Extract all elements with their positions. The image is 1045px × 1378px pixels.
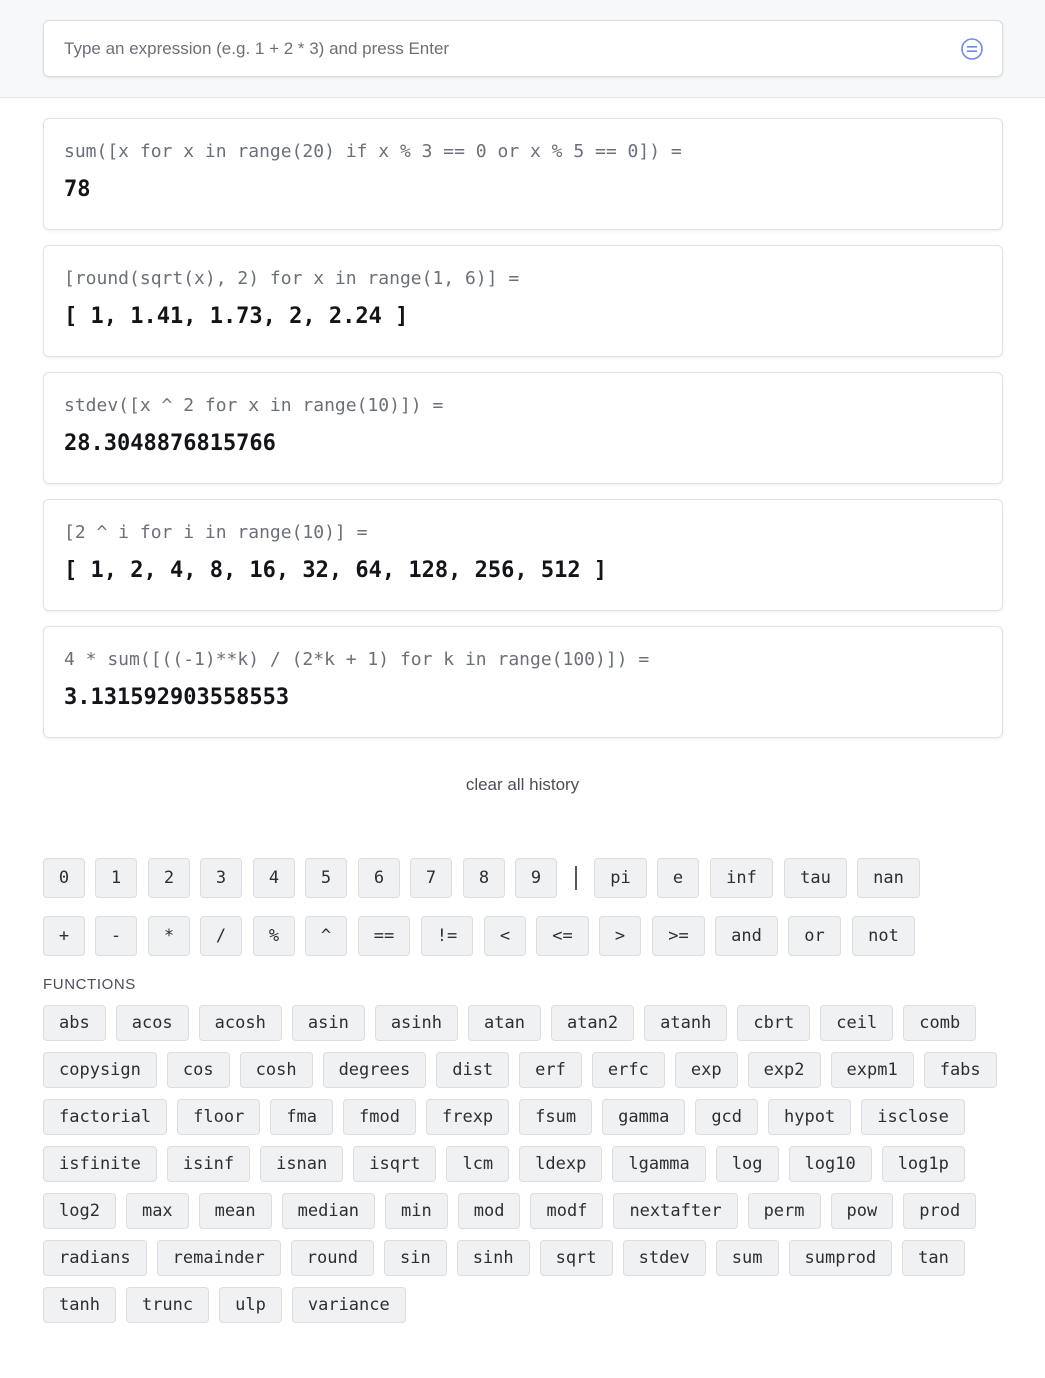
function-button[interactable]: remainder — [157, 1240, 281, 1276]
function-button[interactable]: exp — [675, 1052, 738, 1088]
history-item[interactable] — [43, 245, 1003, 357]
key-digit-3[interactable]: 3 — [200, 858, 242, 898]
history-expression: 4 * sum([((-1)**k) / (2*k + 1) for k in range(100)]) = — [64, 649, 650, 670]
history-item[interactable] — [43, 372, 1003, 484]
function-button[interactable]: ulp — [219, 1287, 282, 1323]
function-button[interactable]: pow — [831, 1193, 894, 1229]
function-button[interactable]: log1p — [882, 1146, 965, 1182]
key-op-less[interactable]: < — [484, 916, 526, 956]
key-op-not-equal[interactable]: != — [421, 916, 473, 956]
key-digit-7[interactable]: 7 — [410, 858, 452, 898]
function-button[interactable]: asinh — [375, 1005, 458, 1041]
function-button[interactable]: sqrt — [540, 1240, 613, 1276]
function-button[interactable]: nextafter — [613, 1193, 737, 1229]
function-button[interactable]: max — [126, 1193, 189, 1229]
key-const-tau[interactable]: tau — [784, 858, 847, 898]
function-button[interactable]: fmod — [343, 1099, 416, 1135]
function-button[interactable]: frexp — [426, 1099, 509, 1135]
key-op-or[interactable]: or — [788, 916, 841, 956]
function-button[interactable]: isqrt — [353, 1146, 436, 1182]
key-digit-5[interactable]: 5 — [305, 858, 347, 898]
history-item[interactable] — [43, 118, 1003, 230]
function-button[interactable]: isnan — [260, 1146, 343, 1182]
key-op-equal[interactable]: == — [358, 916, 410, 956]
function-button[interactable]: abs — [43, 1005, 106, 1041]
function-button[interactable]: exp2 — [748, 1052, 821, 1088]
function-button[interactable]: perm — [748, 1193, 821, 1229]
key-digit-2[interactable]: 2 — [148, 858, 190, 898]
function-button[interactable]: acos — [116, 1005, 189, 1041]
function-button[interactable]: comb — [903, 1005, 976, 1041]
key-op-and[interactable]: and — [715, 916, 778, 956]
function-button[interactable]: isclose — [861, 1099, 965, 1135]
key-op-divide[interactable]: / — [200, 916, 242, 956]
key-const-pi[interactable]: pi — [594, 858, 647, 898]
function-button[interactable]: log — [716, 1146, 779, 1182]
key-digit-8[interactable]: 8 — [463, 858, 505, 898]
function-button[interactable]: sumprod — [789, 1240, 893, 1276]
history-result: [ 1, 1.41, 1.73, 2, 2.24 ] — [64, 304, 409, 329]
function-button[interactable]: atanh — [644, 1005, 727, 1041]
function-button[interactable]: hypot — [768, 1099, 851, 1135]
key-op-less-equal[interactable]: <= — [536, 916, 589, 956]
function-button[interactable]: gcd — [695, 1099, 758, 1135]
clear-history-link[interactable]: clear all history — [465, 775, 580, 794]
functions-heading: FUNCTIONS — [43, 976, 136, 993]
function-button[interactable]: erf — [519, 1052, 582, 1088]
key-digit-4[interactable]: 4 — [253, 858, 295, 898]
function-button[interactable]: cosh — [240, 1052, 313, 1088]
history-result: 28.3048876815766 — [64, 431, 276, 456]
function-button[interactable]: ceil — [820, 1005, 893, 1041]
function-button[interactable]: erfc — [592, 1052, 665, 1088]
history-expression: [2 ^ i for i in range(10)] = — [64, 522, 368, 543]
function-button[interactable]: round — [291, 1240, 374, 1276]
history-expression: [round(sqrt(x), 2) for x in range(1, 6)] = — [64, 268, 520, 289]
key-const-inf[interactable]: inf — [710, 858, 773, 898]
history-result: 78 — [64, 177, 91, 202]
key-const-nan[interactable]: nan — [857, 858, 920, 898]
function-button[interactable]: gamma — [602, 1099, 685, 1135]
key-const-e[interactable]: e — [657, 858, 699, 898]
function-button[interactable]: tanh — [43, 1287, 116, 1323]
expression-input[interactable] — [64, 21, 944, 76]
function-button[interactable]: modf — [530, 1193, 603, 1229]
function-button[interactable]: degrees — [323, 1052, 427, 1088]
function-button[interactable]: asin — [292, 1005, 365, 1041]
history-list — [43, 118, 1003, 753]
function-button[interactable]: median — [282, 1193, 375, 1229]
functions-grid — [43, 1005, 1005, 1323]
function-button[interactable]: prod — [903, 1193, 976, 1229]
function-button[interactable]: lgamma — [612, 1146, 705, 1182]
function-button[interactable]: log10 — [789, 1146, 872, 1182]
function-button[interactable]: atan2 — [551, 1005, 634, 1041]
key-op-minus[interactable]: - — [95, 916, 137, 956]
function-button[interactable]: radians — [43, 1240, 147, 1276]
function-button[interactable]: copysign — [43, 1052, 157, 1088]
function-button[interactable]: fabs — [924, 1052, 997, 1088]
key-op-plus[interactable]: + — [43, 916, 85, 956]
function-button[interactable]: cbrt — [737, 1005, 810, 1041]
key-digit-1[interactable]: 1 — [95, 858, 137, 898]
function-button[interactable]: ldexp — [519, 1146, 602, 1182]
function-button[interactable]: sin — [384, 1240, 447, 1276]
history-result: 3.131592903558553 — [64, 685, 290, 710]
function-button[interactable]: mean — [199, 1193, 272, 1229]
expression-input-box — [43, 20, 1003, 77]
function-button[interactable]: min — [385, 1193, 448, 1229]
history-expression: sum([x for x in range(20) if x % 3 == 0 or x % 5 == 0]) = — [64, 141, 682, 162]
function-button[interactable]: isinf — [167, 1146, 250, 1182]
history-result: [ 1, 2, 4, 8, 16, 32, 64, 128, 256, 512 ] — [64, 558, 608, 583]
key-op-power[interactable]: ^ — [305, 916, 347, 956]
key-digit-6[interactable]: 6 — [358, 858, 400, 898]
function-button[interactable]: fsum — [519, 1099, 592, 1135]
function-button[interactable]: floor — [177, 1099, 260, 1135]
function-button[interactable]: log2 — [43, 1193, 116, 1229]
key-op-modulo[interactable]: % — [253, 916, 295, 956]
function-button[interactable]: acosh — [199, 1005, 282, 1041]
history-item[interactable] — [43, 626, 1003, 738]
function-button[interactable]: factorial — [43, 1099, 167, 1135]
function-button[interactable]: atan — [468, 1005, 541, 1041]
equals-circle-icon[interactable] — [960, 37, 984, 61]
function-button[interactable]: tan — [902, 1240, 965, 1276]
key-digit-9[interactable]: 9 — [515, 858, 557, 898]
key-op-greater[interactable]: > — [599, 916, 641, 956]
function-button[interactable]: variance — [292, 1287, 406, 1323]
function-button[interactable]: expm1 — [831, 1052, 914, 1088]
function-button[interactable]: lcm — [446, 1146, 509, 1182]
function-button[interactable]: stdev — [623, 1240, 706, 1276]
function-button[interactable]: isfinite — [43, 1146, 157, 1182]
keypad-separator — [575, 866, 577, 890]
function-button[interactable]: sinh — [457, 1240, 530, 1276]
expression-bar — [0, 0, 1045, 98]
function-button[interactable]: mod — [458, 1193, 521, 1229]
key-op-multiply[interactable]: * — [148, 916, 190, 956]
key-op-greater-equal[interactable]: >= — [652, 916, 705, 956]
history-item[interactable] — [43, 499, 1003, 611]
function-button[interactable]: fma — [270, 1099, 333, 1135]
function-button[interactable]: dist — [436, 1052, 509, 1088]
function-button[interactable]: sum — [716, 1240, 779, 1276]
key-digit-0[interactable]: 0 — [43, 858, 85, 898]
history-expression: stdev([x ^ 2 for x in range(10)]) = — [64, 395, 444, 416]
key-op-not[interactable]: not — [852, 916, 915, 956]
function-button[interactable]: cos — [167, 1052, 230, 1088]
function-button[interactable]: trunc — [126, 1287, 209, 1323]
